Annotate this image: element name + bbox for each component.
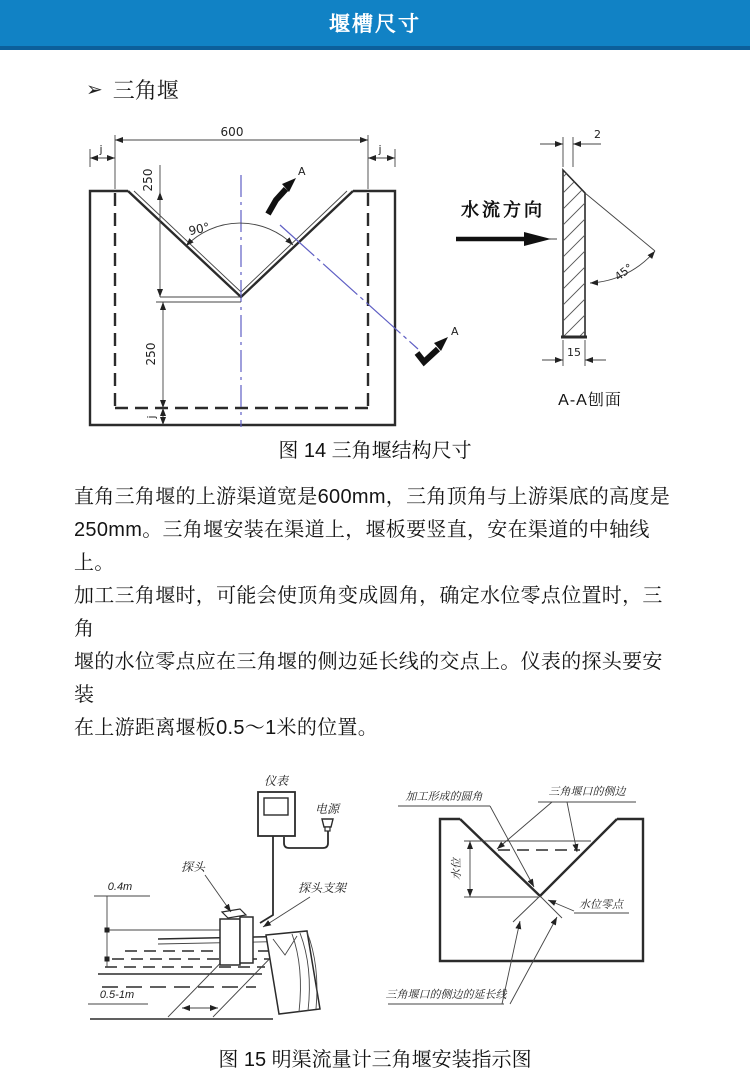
probe-cable [260, 836, 273, 923]
angle-45-label: 45° [612, 261, 636, 284]
probe-label: 探头 [180, 860, 206, 874]
dim-04m-tick [105, 928, 110, 933]
arrow-bullet-icon: ➢ [86, 79, 103, 101]
dim-j-bottom-label: j [145, 415, 158, 419]
probe-bracket-post [240, 917, 253, 963]
page-title: 堰槽尺寸 [329, 13, 421, 36]
section-bullet-label: 三角堰 [112, 78, 179, 103]
v-side-extension-right [513, 896, 540, 922]
angle-90-label: 90° [187, 220, 212, 239]
rounded-corner-leader [490, 806, 534, 887]
power-plug [322, 819, 333, 827]
dim-j-right-label: j [378, 143, 382, 156]
instrument-label: 仪表 [263, 774, 289, 788]
power-label: 电源 [314, 802, 340, 816]
body-paragraph [74, 481, 676, 745]
water-level-label: 水位 [451, 858, 463, 880]
page-header [0, 0, 750, 50]
dim-600-label: 600 [220, 125, 244, 139]
flow-direction-label: 水流方向 [461, 200, 545, 220]
paragraph-line: 250mm。三角堰安装在渠道上，堰板要竖直，安在渠道的中轴线上。 [74, 519, 650, 574]
paragraph-line: 直角三角堰的上游渠道宽是600mm，三角顶角与上游渠底的高度是 [74, 486, 670, 508]
weir-plate-end [266, 931, 320, 1014]
instrument-display [264, 798, 288, 815]
section-arrow-top [268, 189, 286, 214]
fig14-caption: 图 14 三角堰结构尺寸 [278, 440, 472, 462]
paragraph-line: 在上游距离堰板0.5～1米的位置。 [74, 717, 379, 739]
section-cut-line [280, 225, 418, 349]
probe-body [220, 919, 240, 965]
rounded-corner-label: 加工形成的圆角 [405, 791, 483, 803]
detail-v-notch [460, 819, 617, 896]
dim-04m-tick [105, 957, 110, 962]
dim-2-label: 2 [594, 128, 601, 141]
dim-15-label: 15 [567, 346, 581, 359]
v-side-extension-left [540, 896, 562, 918]
paragraph-line: 加工三角堰时，可能会使顶角变成圆角，确定水位零点位置时，三角 [74, 585, 663, 640]
fig15-caption: 图 15 明渠流量计三角堰安装指示图 [218, 1049, 532, 1071]
probe-bracket-label: 探头支架 [297, 881, 347, 895]
notch-side-label: 三角堰口的侧边 [548, 786, 626, 798]
dim-250-top-label: 250 [141, 168, 155, 192]
water-zero-leader [548, 900, 574, 911]
flow-arrowhead [524, 232, 551, 246]
probe-assembly [220, 909, 253, 965]
section-view-name: A-A刨面 [558, 392, 622, 409]
paragraph-line: 堰的水位零点应在三角堰的侧边延长线的交点上。仪表的探头要安装 [74, 651, 663, 706]
notch-side-leader-left [497, 802, 552, 849]
extension-line-label: 三角堰口的侧边的延长线 [385, 989, 507, 1001]
fig15-installation-drawing [70, 767, 750, 1039]
section-label-a-top: A [298, 165, 306, 178]
weir-front-outline [90, 191, 395, 425]
probe-bracket-leader [263, 897, 310, 927]
notch-side-leader-right [567, 802, 577, 852]
probe-leader [205, 875, 231, 912]
section-bullet [86, 74, 750, 105]
power-plug-body [325, 827, 330, 831]
fig14-weir-structure-drawing [60, 125, 720, 430]
dim-04m-label: 0.4m [107, 881, 133, 893]
dim-250-bottom-label: 250 [144, 342, 158, 366]
dim-05-1m-label: 0.5-1m [99, 989, 135, 1001]
dim-j-left-label: j [99, 143, 103, 156]
chamfer-extension [585, 193, 655, 251]
section-arrow-bottom [417, 349, 438, 362]
section-label-a-bottom: A [451, 325, 459, 338]
water-zero-label: 水位零点 [579, 899, 623, 911]
v-notch-inner-edge [134, 191, 347, 292]
extension-leader-1 [502, 921, 520, 1004]
